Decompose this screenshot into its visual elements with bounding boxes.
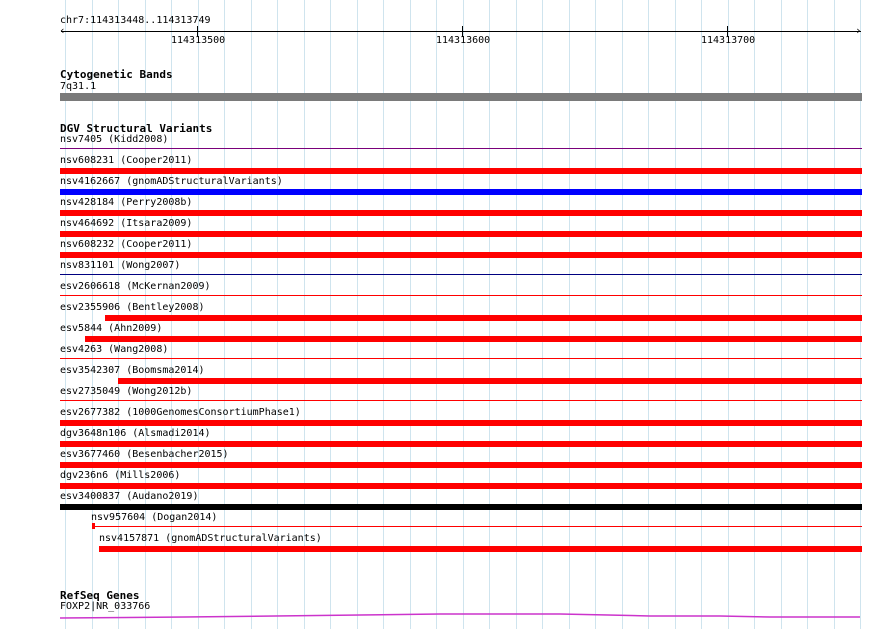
cytoband-label: 7q31.1: [60, 81, 97, 92]
dgv-feature-label: esv3542307 (Boomsma2014): [60, 365, 205, 376]
ruler-tick-label: 114313600: [436, 35, 491, 46]
dgv-feature-label: nsv7405 (Kidd2008): [60, 134, 169, 145]
ruler-tick-label: 114313700: [701, 35, 756, 46]
dgv-feature-label: esv2606618 (McKernan2009): [60, 281, 211, 292]
dgv-feature-label: esv3400837 (Audano2019): [60, 491, 199, 502]
dgv-feature-label: nsv464692 (Itsara2009): [60, 218, 193, 229]
ruler-right-arrow: ›: [855, 24, 862, 37]
track-title-cytoband: Cytogenetic Bands: [60, 68, 173, 81]
dgv-feature-label: esv5844 (Ahn2009): [60, 323, 163, 334]
dgv-feature-label: nsv608231 (Cooper2011): [60, 155, 193, 166]
track-title-refseq: RefSeq Genes: [60, 589, 140, 602]
ruler-left-arrow: ‹: [59, 24, 66, 37]
dgv-feature-label: nsv608232 (Cooper2011): [60, 239, 193, 250]
dgv-feature-label: esv2735049 (Wong2012b): [60, 386, 193, 397]
dgv-feature-label: esv2355906 (Bentley2008): [60, 302, 205, 313]
dgv-feature-label: dgv3648n106 (Alsmadi2014): [60, 428, 211, 439]
dgv-feature-label: dgv236n6 (Mills2006): [60, 470, 181, 481]
dgv-feature-label: nsv957604 (Dogan2014): [91, 512, 218, 523]
dgv-feature-label: nsv428184 (Perry2008b): [60, 197, 193, 208]
track-title-dgv: DGV Structural Variants: [60, 122, 213, 135]
refseq-gene-label: FOXP2|NR_033766: [60, 601, 151, 612]
dgv-feature-label: esv3677460 (Besenbacher2015): [60, 449, 229, 460]
location-label: chr7:114313448..114313749: [60, 15, 211, 26]
dgv-feature-label: nsv831101 (Wong2007): [60, 260, 181, 271]
dgv-feature-label: esv2677382 (1000GenomesConsortiumPhase1): [60, 407, 301, 418]
dgv-feature-label: nsv4157871 (gnomADStructuralVariants): [99, 533, 322, 544]
dgv-feature-label: esv4263 (Wang2008): [60, 344, 169, 355]
ruler-tick-label: 114313500: [171, 35, 226, 46]
dgv-feature-label: nsv4162667 (gnomADStructuralVariants): [60, 176, 283, 187]
